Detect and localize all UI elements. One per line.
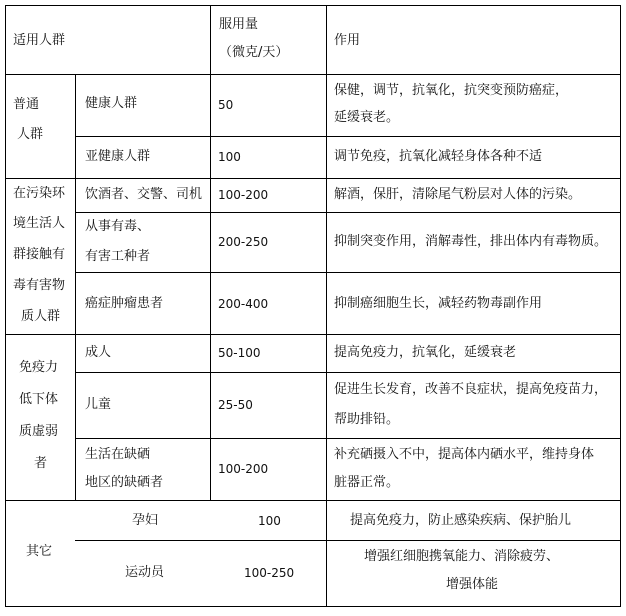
group-label: 毒有害物 [13,278,66,293]
rule [5,500,621,501]
subgroup-label: 有害工种者 [85,249,151,264]
effect-text: 提高免疫力，抗氧化，延缓衰老 [334,345,517,360]
dose-value: 200-400 [218,297,269,311]
group-label: 群接触有 [13,247,66,262]
subgroup-label: 生活在缺硒 [85,447,151,462]
subgroup-label: 饮酒者、交警、司机 [85,187,203,202]
dose-value: 100-200 [218,462,269,476]
header-dose-unit: （微克/天） [219,45,289,60]
dose-value: 100-250 [244,566,295,580]
subgroup-label: 儿童 [85,397,112,412]
group-label: 者 [34,456,48,471]
group-label: 普通 [13,97,40,112]
rule [5,5,621,6]
header-group: 适用人群 [13,33,66,48]
dose-value: 100 [218,150,241,164]
rule [75,136,621,137]
effect-text: 增强红细胞携氧能力、消除疲劳、 [364,549,560,564]
effect-text: 抑制突变作用，消解毒性，排出体内有毒物质。 [334,234,608,249]
rule [75,540,621,541]
rule [75,74,76,500]
rule [5,334,621,335]
effect-text: 调节免疫，抗氧化减轻身体各种不适 [334,149,543,164]
subgroup-label: 运动员 [125,565,165,580]
subgroup-label: 癌症肿瘤患者 [85,296,164,311]
subgroup-label: 亚健康人群 [85,149,151,164]
subgroup-label: 地区的缺硒者 [85,475,164,490]
subgroup-label: 从事有毒、 [85,219,151,234]
rule [210,5,211,500]
dose-value: 25-50 [218,398,253,412]
effect-text: 增强体能 [446,577,499,592]
dose-value: 100 [258,514,281,528]
effect-text: 促进生长发育，改善不良症状，提高免疫苗力， [334,382,608,397]
rule [5,606,621,607]
group-label: 免疫力 [19,360,59,375]
group-label: 其它 [26,544,53,559]
header-dose: 服用量 [219,17,259,32]
rule [75,272,621,273]
rule [75,372,621,373]
rule [5,74,621,75]
dose-value: 100-200 [218,188,269,202]
rule [326,5,327,607]
dose-value: 50 [218,98,234,112]
effect-text: 抑制癌细胞生长，减轻药物毒副作用 [334,296,543,311]
group-label: 质人群 [21,309,61,324]
subgroup-label: 孕妇 [132,513,159,528]
header-effect: 作用 [334,33,361,48]
effect-text: 补充硒摄入不中，提高体内硒水平，维持身体 [334,447,595,462]
group-label: 低下体 [19,392,59,407]
effect-text: 解酒，保肝，清除尾气粉层对人体的污染。 [334,187,582,202]
effect-text: 提高免疫力，防止感染疾病、保护胎儿 [350,513,572,528]
dose-value: 50-100 [218,346,261,360]
effect-text: 帮助排铅。 [334,412,400,427]
group-label: 人群 [17,127,44,142]
rule [620,5,621,607]
effect-text: 脏器正常。 [334,475,400,490]
group-label: 在污染环 [13,186,66,201]
effect-text: 保健，调节，抗氧化，抗突变预防癌症， [334,83,569,98]
group-label: 境生活人 [13,216,66,231]
rule [5,5,6,607]
subgroup-label: 成人 [85,345,112,360]
rule [75,212,621,213]
group-label: 质虚弱 [19,424,59,439]
rule [5,178,621,179]
effect-text: 延缓衰老。 [334,110,400,125]
dose-value: 200-250 [218,235,269,249]
subgroup-label: 健康人群 [85,96,138,111]
rule [75,438,621,439]
